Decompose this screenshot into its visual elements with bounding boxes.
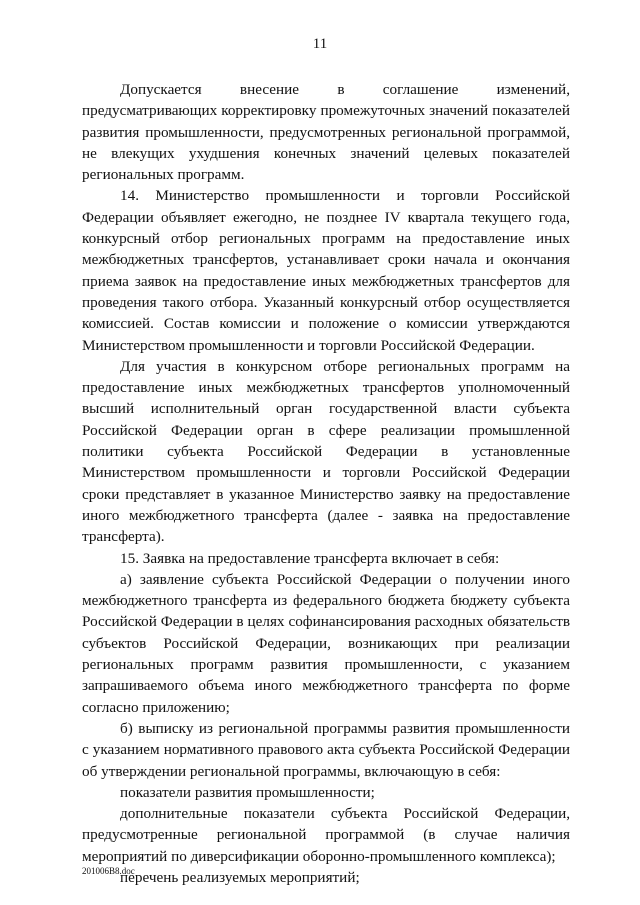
page-number: 11 (312, 36, 328, 52)
paragraph: Допускается внесение в соглашение изменений, предусматривающих корректировку промежуточных значений показателей развития промышленности, предусмотренных региональной программой, не влекущих ухудшения конечных значений целевых показателей региональных программ. (82, 81, 570, 184)
paragraph: б) выписку из региональной программы развития промышленности с указанием нормативного правового акта субъекта Российской Федерации об утверждении региональной программы, включающую в себя: (82, 719, 570, 780)
paragraph: дополнительные показатели субъекта Российской Федерации, предусмотренные региональной программой (в случае наличия мероприятий по диверсификации оборонно-промышленного комплекса); (82, 805, 570, 865)
paragraph: 14. Министерство промышленности и торговли Российской Федерации объявляет ежегодно, не позднее IV квартала текущего года, конкурсный отбор региональных программ на предоставление иных межбюджетных трансфертов, устанавливает сроки начала и окончания приема заявок на предоставление иных межбюджетных трансфертов для проведения такого отбора. Указанный конкурсный отбор осуществляется комиссией. Состав комиссии и положение о комиссии утверждаются Министерством промышленности и торговли Российской Федерации. (82, 187, 570, 354)
paragraph: Для участия в конкурсном отборе региональных программ на предоставление иных межбюджетных трансфертов уполномоченный высший исполнительный орган государственной власти субъекта Российской Федерации орган в сфере реализации промышленной политики субъекта Российской Федерации в установленные Министерством промышленности и торговли Российской Федерации сроки представляет в указанное Министерство заявку на предоставление иного межбюджетного трансферта (далее - заявка на предоставление трансферта). (82, 357, 570, 546)
paragraph: 15. Заявка на предоставление трансферта включает в себя: (120, 549, 500, 567)
paragraph: а) заявление субъекта Российской Федерации о получении иного межбюджетного трансферта из федерального бюджета бюджету субъекта Российской Федерации в целях софинансирования расходных обязательств субъектов Российской Федерации, возникающих при реализации региональных программ развития промышленности, с указанием запрашиваемого объема иного межбюджетного трансферта по форме согласно приложению; (82, 570, 570, 716)
document-body (82, 79, 570, 888)
document-filename: 201006B8.doc (82, 866, 135, 876)
paragraph: перечень реализуемых мероприятий; (120, 868, 360, 886)
paragraph: показатели развития промышленности; (120, 783, 375, 801)
